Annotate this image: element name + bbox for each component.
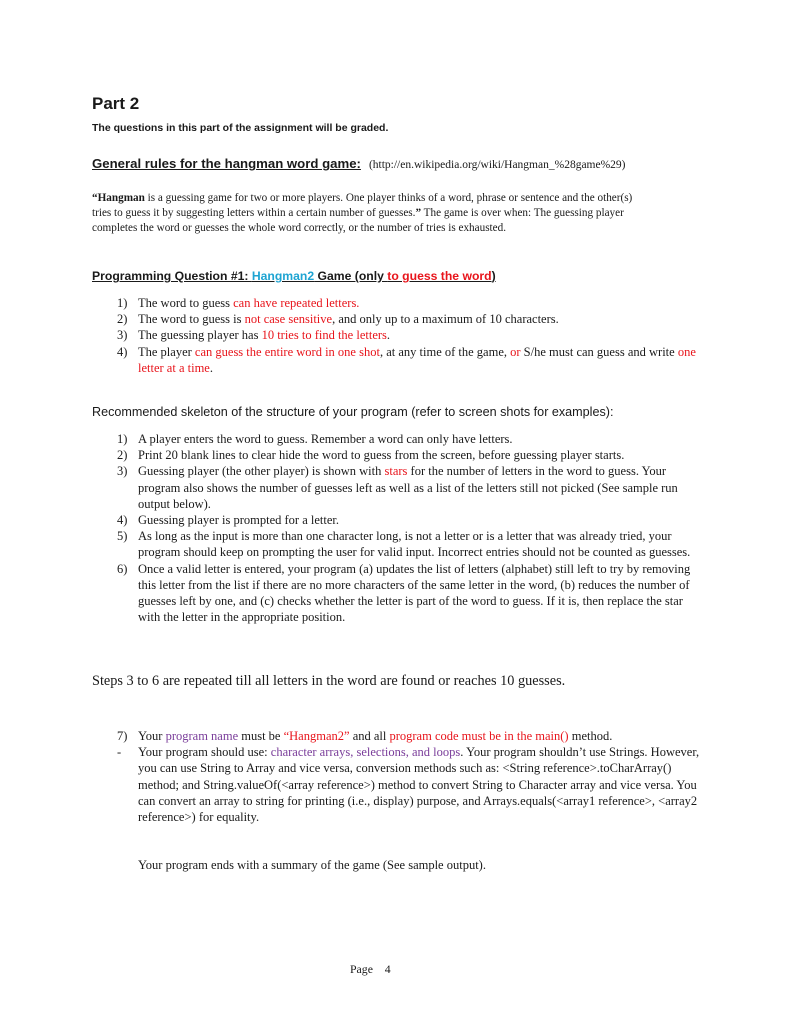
item-text: . Your program shouldn’t use Strings. However, you can use String to Array and vice versa, conversion methods such as: <String reference>.toCharArray() method; and String.valueOf(<array reference>) method to convert String to Character array and vice versa. You can convert an array to string for printing (i.e., display) purpose, and Arrays.equals(<array1 reference>, <array2 reference>) for equality. — [138, 745, 700, 825]
item-text: The guessing player has — [138, 328, 262, 343]
steps-repeat-note: Steps 3 to 6 are repeated till all letters in the word are found or reaches 10 guesses. — [92, 673, 566, 689]
skeleton-list — [92, 431, 704, 625]
part-title: Part 2 — [92, 94, 140, 113]
item-number: 2) — [117, 312, 128, 327]
rules-heading: General rules for the hangman word game: — [92, 156, 361, 171]
page-footer: Page 4 — [350, 962, 391, 976]
intro-text-2: The game is over when: The guessing player completes the word or guesses the whole word correctly, or the number of tries is exhausted. — [92, 207, 624, 235]
item-number: 4) — [117, 344, 128, 359]
item-text-red: one letter at a time — [138, 344, 696, 375]
item-text: . — [209, 360, 213, 375]
rules-heading-line — [92, 155, 626, 173]
list-item — [92, 561, 704, 626]
list-item — [92, 744, 704, 825]
pq-name: Hangman2 — [251, 269, 315, 283]
item-text: must be — [238, 729, 284, 743]
pq-prefix: Programming Question #1: — [92, 269, 252, 283]
item-text: The word to guess — [138, 296, 234, 310]
item-text: , and only up to a maximum of 10 characters. — [332, 312, 559, 327]
item-text-red: or — [510, 344, 521, 359]
item-text-red: can have repeated letters. — [233, 296, 360, 310]
item-text: , at any time of the game, — [379, 344, 511, 359]
list-item — [92, 327, 704, 343]
intro-bold-word: Hangman — [97, 192, 145, 204]
item-text: Your program should use: — [138, 745, 271, 760]
item-number: 5) — [117, 529, 128, 544]
list-item — [92, 528, 704, 560]
list-item — [92, 344, 704, 376]
item-bullet: - — [117, 745, 122, 760]
item-text-red: not case sensitive — [244, 312, 333, 327]
intro-open-quote: “ — [92, 192, 98, 204]
list-item — [92, 311, 704, 327]
item-number: 3) — [117, 464, 128, 479]
item-text-purple: character arrays, selections, and loops — [270, 745, 461, 760]
programming-question-heading — [92, 269, 496, 283]
item-number: 6) — [117, 561, 128, 576]
item-text: Guessing player is prompted for a letter. — [138, 513, 339, 528]
item-text: A player enters the word to guess. Remember a word can only have letters. — [138, 432, 513, 446]
item-text-red: “Hangman2” — [283, 729, 350, 743]
item-number: 2) — [117, 448, 128, 463]
item-text-red: program code must be in the main() — [389, 729, 569, 743]
item-text: S/he must can guess and write — [520, 344, 678, 359]
item-text-purple: program name — [165, 729, 239, 743]
item-text: Your — [138, 729, 166, 743]
item-text-red: stars — [384, 464, 408, 479]
pq-red: to guess the word — [387, 269, 492, 283]
requirements-list — [92, 728, 704, 825]
item-text: The player — [138, 344, 195, 359]
item-text-red: 10 tries to find the letters — [261, 328, 387, 343]
list-item — [92, 463, 704, 512]
intro-close-quote: ” — [415, 207, 422, 220]
item-text: . — [386, 328, 391, 343]
item-text: method. — [568, 729, 613, 743]
list-item — [92, 512, 704, 528]
list-item — [92, 728, 704, 744]
intro-paragraph — [92, 191, 652, 237]
item-number: 4) — [117, 513, 128, 528]
summary-note: Your program ends with a summary of the game (See sample output). — [138, 858, 486, 872]
item-number: 7) — [117, 729, 128, 743]
pq-suffix: ) — [491, 269, 496, 283]
item-text: and all — [349, 729, 390, 743]
item-number: 3) — [117, 328, 128, 343]
part-subtitle: The questions in this part of the assignment will be graded. — [92, 122, 389, 134]
intro-text-1: is a guessing game for two or more players. One player thinks of a word, phrase or sentence and the other(s) tries to guess it by suggesting letters within a certain number of guesses. — [92, 192, 633, 220]
item-text: Guessing player (the other player) is shown with — [138, 464, 385, 479]
item-text: Once a valid letter is entered, your program (a) updates the list of letters (alphabet) still left to try by removing this letter from the list if there are no more characters of the same letter in the word, (b) reduces the number of guesses left by one, and (c) checks whether the letter is part of the word to guess. If it is, then replace the star with the letter in the appropriate position. — [138, 561, 691, 625]
list-item — [92, 295, 704, 311]
recommended-heading: Recommended skeleton of the structure of your program (refer to screen shots for examples): — [92, 405, 614, 419]
item-number: 1) — [117, 296, 128, 310]
item-number: 1) — [117, 432, 128, 446]
item-text: The word to guess is — [138, 312, 245, 327]
item-text: Print 20 blank lines to clear hide the word to guess from the screen, before guessing player starts. — [138, 448, 625, 463]
pq-middle: Game (only — [314, 269, 388, 283]
item-text-red: can guess the entire word in one shot — [194, 344, 380, 359]
rules-list — [92, 295, 704, 376]
rules-url: (http://en.wikipedia.org/wiki/Hangman_%28game%29) — [368, 159, 626, 171]
item-text: As long as the input is more than one character long, is not a letter or is a letter that was already tried, your program should keep on prompting the user for valid input. Incorrect entries should not be counted as guesses. — [138, 529, 691, 560]
item-text: for the number of letters in the word to guess. Your program also shows the number of guesses left as well as a list of the letters still not picked (See sample run output below). — [138, 464, 678, 511]
list-item — [92, 431, 704, 447]
list-item — [92, 447, 704, 463]
